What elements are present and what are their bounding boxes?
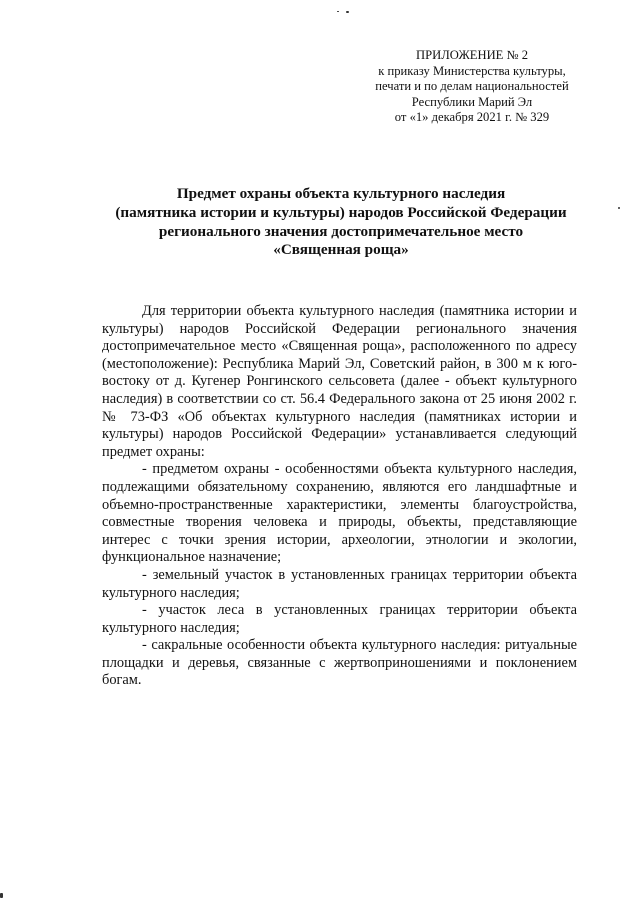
title-line-3: регионального значения достопримечательное место (158, 222, 524, 240)
scan-speck-top-small (337, 11, 339, 12)
list-item-protection-subject: - предметом охраны - особенностями объекта культурного наследия, подлежащими обязательному сохранению, являются его ландшафтные и объемно-пространственные характеристики, элементы благоустройства, совместные творения человека и природы, объекты, представляющие интерес с точки зрения истории, археологии, этнологии и экологии, функциональное назначение; (102, 461, 577, 566)
appendix-republic-line: Республики Марий Эл (411, 94, 533, 109)
list-item-sacral-features: - сакральные особенности объекта культурного наследия: ритуальные площадки и деревья, связанные с жертвоприношениями и поклонением богам. (102, 637, 577, 689)
scan-speck-top (346, 11, 349, 13)
appendix-header (360, 48, 584, 126)
title-line-1: Предмет охраны объекта культурного наследия (176, 185, 506, 202)
title-line-4: «Священная роща» (273, 241, 409, 259)
appendix-order-line: к приказу Министерства культуры, (378, 63, 566, 78)
appendix-date-line: от «1» декабря 2021 г. № 329 (394, 110, 550, 124)
appendix-ministry-line: печати и по делам национальностей (375, 79, 569, 93)
scan-speck-right (618, 207, 620, 209)
list-item-land-plot: - земельный участок в установленных границах территории объекта культурного наследия; (102, 566, 577, 601)
title-line-2: (памятника истории и культуры) народов Российской Федерации (115, 203, 567, 221)
list-item-forest-plot: - участок леса в установленных границах территории объекта культурного наследия; (102, 602, 577, 636)
document-body (102, 303, 577, 690)
scan-speck-bottom-left (0, 893, 3, 898)
appendix-number: ПРИЛОЖЕНИЕ № 2 (416, 48, 528, 62)
document-title (96, 185, 586, 260)
intro-paragraph: Для территории объекта культурного наследия (памятника истории и культуры) народов Российской Федерации регионального значения достопримечательное место «Священная роща», расположенного по адресу (местоположение): Республика Марий Эл, Советский район, в 300 м к юго-востоку от д. Кугенер Ронгинского сельсовета (далее - объект культурного наследия) в соответствии со ст. 56.4 Федерального закона от 25 июня 2002 г. № 73-ФЗ «Об объектах культурного наследия (памятниках истории и культуры) народов Российской Федерации» устанавливается следующий предмет охраны: (102, 303, 577, 460)
